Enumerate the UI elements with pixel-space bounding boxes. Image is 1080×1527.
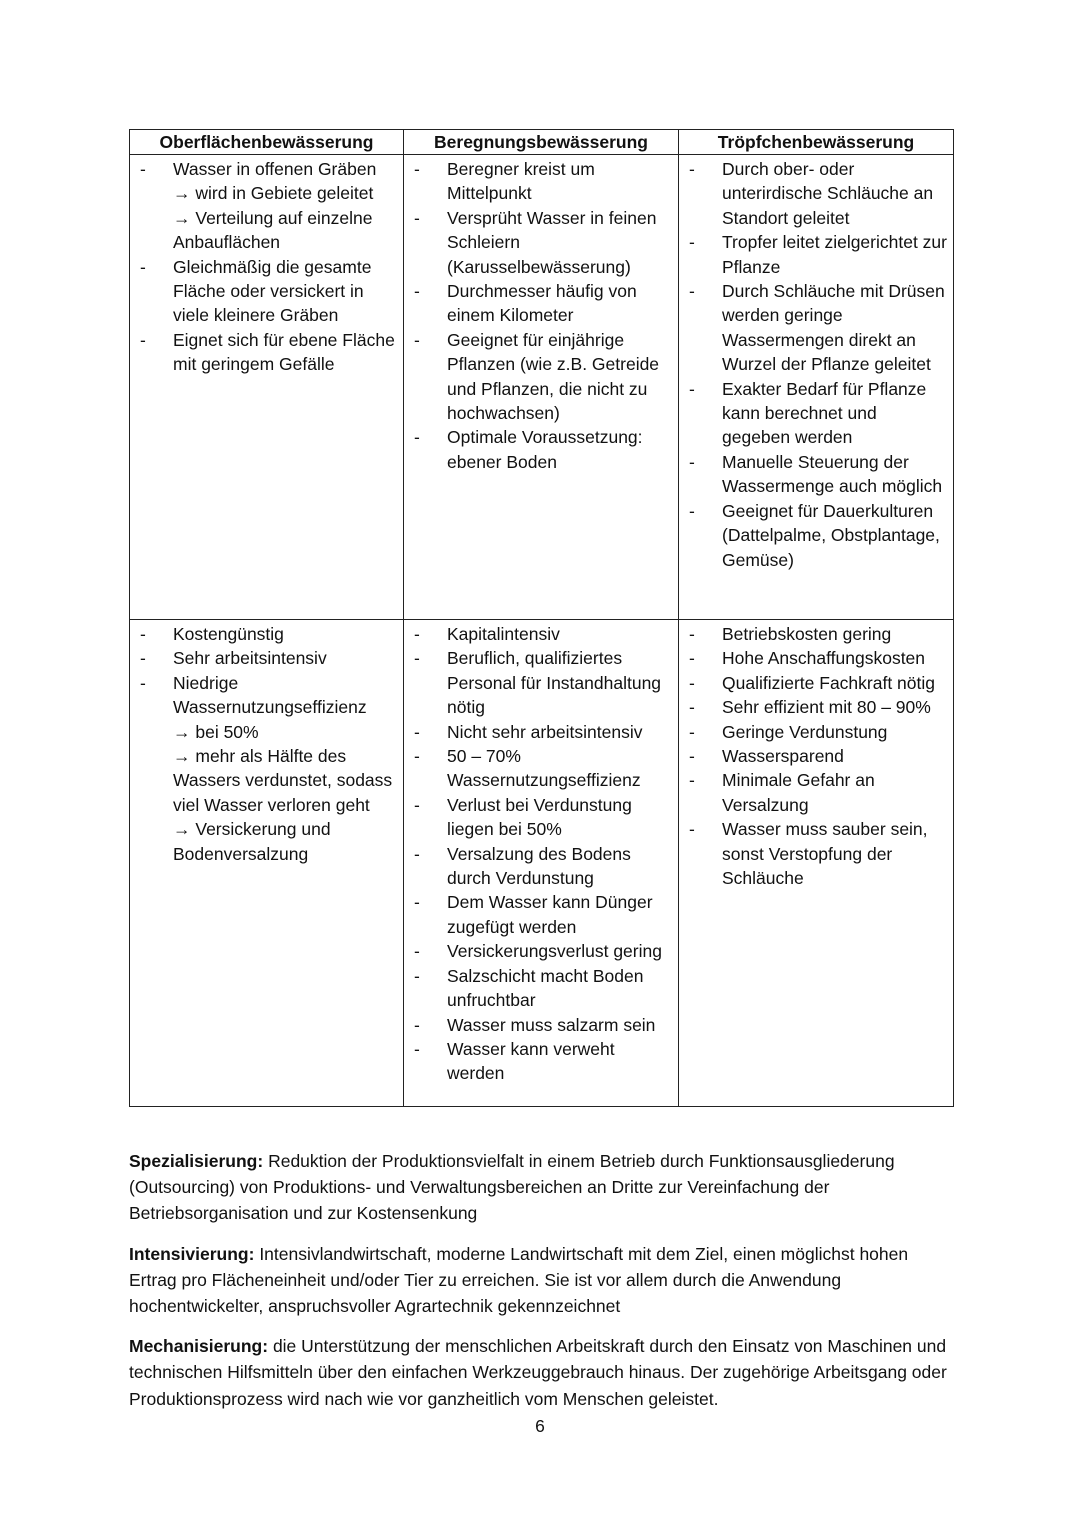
bullet-list — [679, 622, 953, 890]
list-item: - Geringe Verdunstung — [679, 720, 953, 744]
list-item: - Dem Wasser kann Dünger zugefügt werden — [404, 890, 678, 939]
bullet-list — [404, 622, 678, 1086]
definition-term: Spezialisierung: — [129, 1151, 264, 1171]
list-item: - Niedrige Wassernutzungseffizienz → bei 50% → mehr als Hälfte des Wassers verdunstet, sodass viel Wasser verloren geht → Versickerung und Bodenversalzung — [130, 671, 403, 866]
list-item: - Versalzung des Bodens durch Verdunstung — [404, 842, 678, 891]
list-item: - Kapitalintensiv — [404, 622, 678, 646]
list-item: - Versprüht Wasser in feinen Schleiern (Karusselbewässerung) — [404, 206, 678, 279]
table-header-row — [130, 130, 954, 155]
list-item: - Qualifizierte Fachkraft nötig — [679, 671, 953, 695]
cell-drip — [679, 620, 954, 1107]
definitions-section — [129, 1148, 959, 1426]
cell-surface — [130, 155, 404, 620]
list-item: - Wasser muss sauber sein, sonst Verstopfung der Schläuche — [679, 817, 953, 890]
definition-text: die Unterstützung der menschlichen Arbeitskraft durch den Einsatz von Maschinen und technischen Hilfsmitteln über den einfachen Werkzeuggebrauch hinaus. Der zugehörige Arbeitsgang oder Produktionsprozess wird nach wie vor ganzheitlich vom Menschen geleistet. — [129, 1336, 947, 1409]
list-item: - Kostengünstig — [130, 622, 403, 646]
bullet-list — [404, 157, 678, 474]
bullet-list — [130, 157, 403, 377]
definition-term: Mechanisierung: — [129, 1336, 269, 1357]
bullet-list — [130, 622, 403, 866]
table-row-characteristics — [130, 155, 954, 620]
list-item: - Beregner kreist um Mittelpunkt — [404, 157, 678, 206]
bullet-list — [679, 157, 953, 572]
header-surface-irrigation: Oberflächenbewässerung — [130, 130, 404, 155]
list-item: - Betriebskosten gering — [679, 622, 953, 646]
list-item: - Nicht sehr arbeitsintensiv — [404, 720, 678, 744]
irrigation-comparison-table — [129, 129, 954, 1107]
list-item: - Beruflich, qualifiziertes Personal für Instandhaltung nötig — [404, 646, 678, 719]
list-item: - Durch Schläuche mit Drüsen werden geringe Wassermengen direkt an Wurzel der Pflanze geleitet — [679, 279, 953, 377]
list-item: - Wasser muss salzarm sein — [404, 1013, 678, 1037]
definition-text: Reduktion der Produktionsvielfalt in einem Betrieb durch Funktionsausgliederung (Outsourcing) von Produktions- und Verwaltungsbereichen an Dritte zur Vereinfachung der Betriebsorganisation und zur Kostensenkung — [129, 1151, 895, 1224]
list-item: - Durch ober- oder unterirdische Schläuche an Standort geleitet — [679, 157, 953, 230]
cell-drip — [679, 155, 954, 620]
list-item: - Hohe Anschaffungskosten — [679, 646, 953, 670]
list-item: - Optimale Voraussetzung: ebener Boden — [404, 425, 678, 474]
list-item: - Salzschicht macht Boden unfruchtbar — [404, 964, 678, 1013]
list-item: - Manuelle Steuerung der Wassermenge auch möglich — [679, 450, 953, 499]
list-item: - Wasser in offenen Gräben → wird in Gebiete geleitet → Verteilung auf einzelne Anbauflächen — [130, 157, 403, 255]
list-item: - Gleichmäßig die gesamte Fläche oder versickert in viele kleinere Gräben — [130, 255, 403, 328]
list-item: - Wasser kann verweht werden — [404, 1037, 678, 1086]
definition-paragraph — [129, 1148, 959, 1227]
header-sprinkler-irrigation: Beregnungsbewässerung — [404, 130, 679, 155]
table-row-evaluation — [130, 620, 954, 1107]
list-item: - Minimale Gefahr an Versalzung — [679, 768, 953, 817]
list-item: - Exakter Bedarf für Pflanze kann berechnet und gegeben werden — [679, 377, 953, 450]
cell-surface — [130, 620, 404, 1107]
list-item: - Geeignet für Dauerkulturen (Dattelpalme, Obstplantage, Gemüse) — [679, 499, 953, 572]
cell-sprinkler — [404, 620, 679, 1107]
cell-sprinkler — [404, 155, 679, 620]
list-item: - Durchmesser häufig von einem Kilometer — [404, 279, 678, 328]
list-item: - Tropfer leitet zielgerichtet zur Pflanze — [679, 230, 953, 279]
header-drip-irrigation: Tröpfchenbewässerung — [679, 130, 954, 155]
page-number: 6 — [535, 1416, 545, 1436]
list-item: - Sehr arbeitsintensiv — [130, 646, 403, 670]
definition-text: Intensivlandwirtschaft, moderne Landwirtschaft mit dem Ziel, einen möglichst hohen Ertrag pro Flächeneinheit und/oder Tier zu erreichen. Sie ist vor allem durch die Anwendung hochentwickelter, anspruchsvoller Agrartechnik gekennzeichnet — [129, 1243, 909, 1317]
definition-paragraph — [129, 1333, 959, 1412]
list-item: - Geeignet für einjährige Pflanzen (wie z.B. Getreide und Pflanzen, die nicht zu hochwachsen) — [404, 328, 678, 426]
list-item: - Sehr effizient mit 80 – 90% — [679, 695, 953, 719]
definition-term: Intensivierung: — [129, 1243, 255, 1264]
list-item: - Verlust bei Verdunstung liegen bei 50% — [404, 793, 678, 842]
definition-paragraph — [129, 1241, 959, 1320]
list-item: - Versickerungsverlust gering — [404, 939, 678, 963]
list-item: - Wassersparend — [679, 744, 953, 768]
list-item: - Eignet sich für ebene Fläche mit geringem Gefälle — [130, 328, 403, 377]
list-item: - 50 – 70% Wassernutzungseffizienz — [404, 744, 678, 793]
